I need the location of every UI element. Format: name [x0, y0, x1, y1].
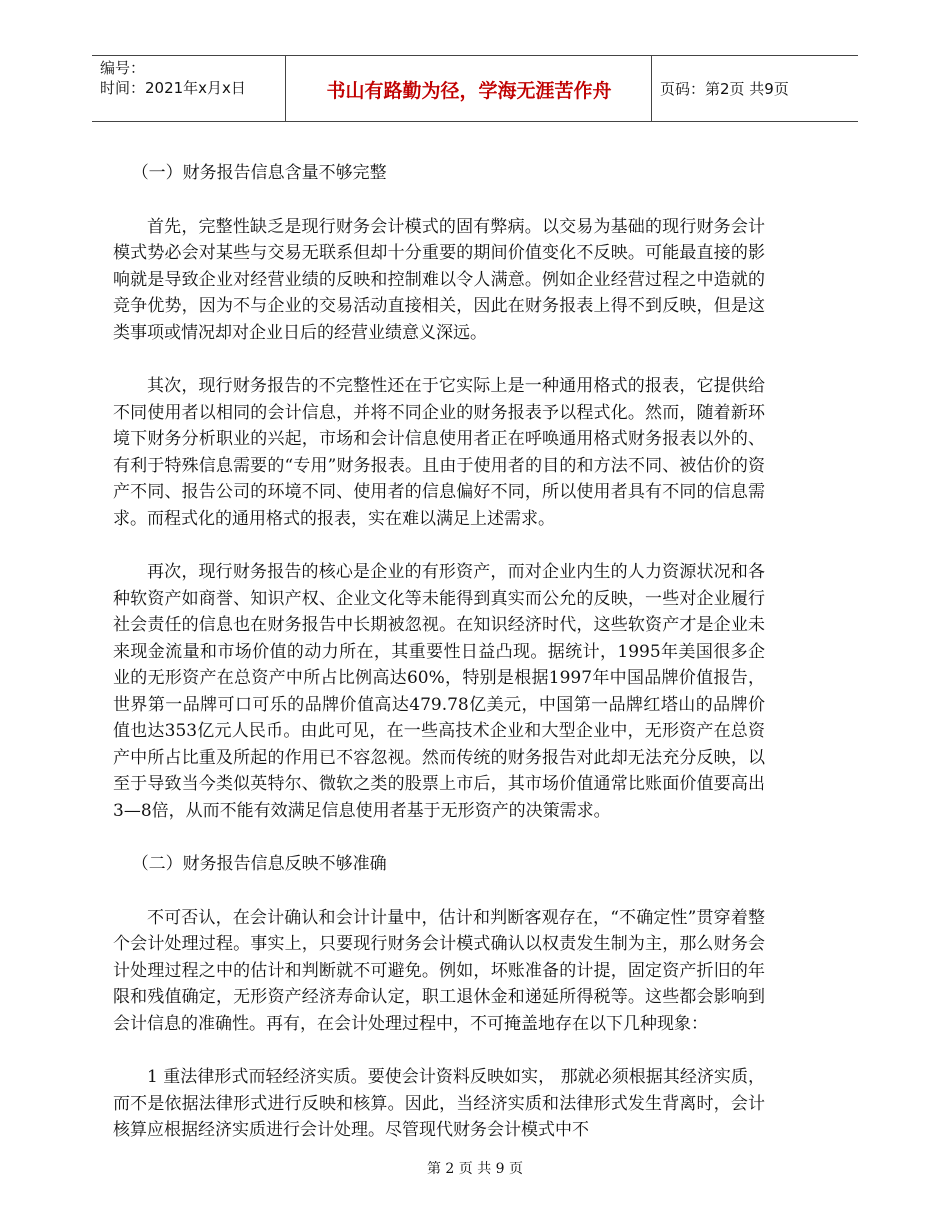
- page-footer: [0, 1158, 950, 1178]
- section-heading: （二）财务报告信息反映不够准确: [131, 854, 387, 874]
- paragraph: 1 重法律形式而轻经济实质。要使会计资料反映如实， 那就必须根据其经济实质，而不是依据法律形式进行反映和核算。因此，当经济实质和法律形式发生背离时，会计核算应根据经济实质进行会计处理。尽管现代财务会计模式中不: [113, 1067, 765, 1140]
- paragraph: 不可否认，在会计确认和会计计量中，估计和判断客观存在，“不确定性”贯穿着整个会计处理过程。事实上，只要现行财务会计模式确认以权责发生制为主，那么财务会计处理过程之中的估计和判断就不可避免。例如，坏账准备的计提，固定资产折旧的年限和残值确定，无形资产经济寿命认定，职工退休金和递延所得税等。这些都会影响到会计信息的准确性。再有，在会计处理过程中，不可掩盖地存在以下几种现象：: [113, 907, 765, 1034]
- header-divider-left: [285, 55, 286, 121]
- section-heading: （一）财务报告信息含量不够完整: [131, 163, 387, 183]
- header-page-info: 页码：第2页 共9页: [660, 80, 789, 98]
- header-top-rule: [92, 55, 858, 56]
- header-meta: [100, 58, 246, 98]
- footer-page-number: 第 2 页 共 9 页: [426, 1161, 524, 1177]
- header-bottom-rule: [92, 121, 858, 122]
- paragraph: 再次，现行财务报告的核心是企业的有形资产，而对企业内生的人力资源状况和各种软资产如商誉、知识产权、企业文化等未能得到真实而公允的反映，一些对企业履行社会责任的信息也在财务报告中长期被忽视。在知识经济时代，这些软资产才是企业未来现金流量和市场价值的动力所在，其重要性日益凸现。据统计，1995年美国很多企业的无形资产在总资产中所占比例高达60%，特别是根据1997年中国品牌价值报告，世界第一品牌可口可乐的品牌价值高达479.78亿美元，中国第一品牌红塔山的品牌价值也达353亿元人民币。由此可见，在一些高技术企业和大型企业中，无形资产在总资产中所占比重及所起的作用已不容忽视。然而传统的财务报告对此却无法充分反映，以至于导致当今类似英特尔、微软之类的股票上市后，其市场价值通常比账面价值要高出3—8倍，从而不能有效满足信息使用者基于无形资产的决策需求。: [113, 562, 765, 821]
- header-divider-right: [651, 55, 652, 121]
- document-body: [113, 160, 765, 1144]
- document-time-label: 时间：2021年x月x日: [100, 79, 246, 97]
- paragraph: 首先，完整性缺乏是现行财务会计模式的固有弊病。以交易为基础的现行财务会计模式势必会对某些与交易无联系但却十分重要的期间价值变化不反映。可能最直接的影响就是导致企业对经营业绩的反映和控制难以令人满意。例如企业经营过程之中造就的竞争优势，因为不与企业的交易活动直接相关，因此在财务报表上得不到反映，但是这类事项或情况却对企业日后的经营业绩意义深远。: [113, 216, 765, 343]
- paragraph: 其次，现行财务报告的不完整性还在于它实际上是一种通用格式的报表，它提供给不同使用者以相同的会计信息，并将不同企业的财务报表予以程式化。然而，随着新环境下财务分析职业的兴起，市场和会计信息使用者正在呼唤通用格式财务报表以外的、有利于特殊信息需要的“专用”财务报表。且由于使用者的目的和方法不同、被估价的资产不同、报告公司的环境不同、使用者的信息偏好不同，所以使用者具有不同的信息需求。而程式化的通用格式的报表，实在难以满足上述需求。: [113, 376, 765, 529]
- document-number-label: 编号：: [100, 59, 146, 77]
- header-motto: 书山有路勤为径，学海无涯苦作舟: [326, 80, 612, 102]
